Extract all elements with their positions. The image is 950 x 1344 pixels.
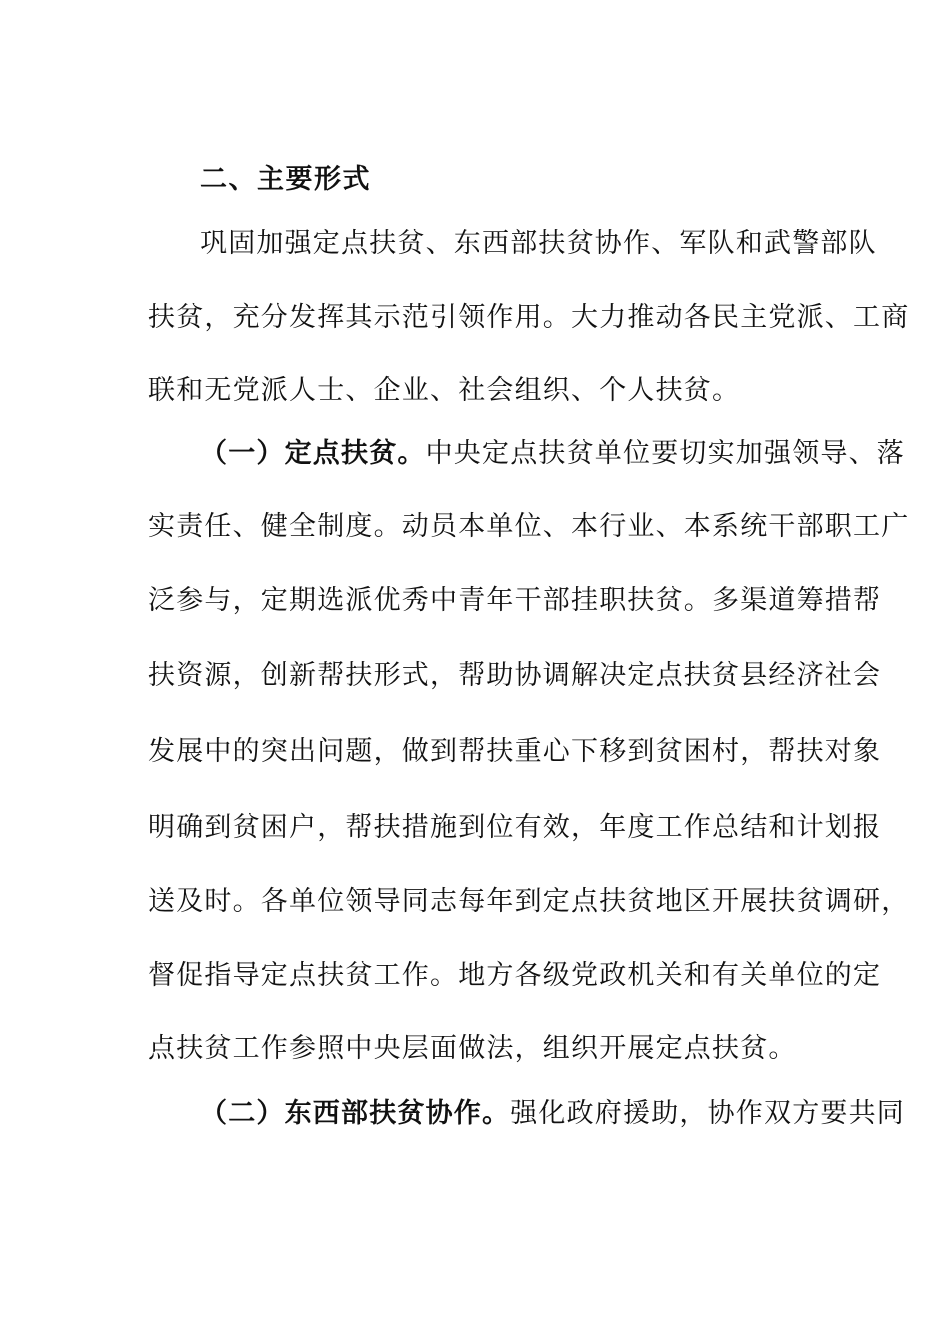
sub1-line: 督促指导定点扶贫工作。地方各级党政机关和有关单位的定 — [148, 960, 882, 991]
sub2-first-line-rest: 强化政府援助，协作双方要共同 — [510, 1098, 906, 1129]
sub1-line: 明确到贫困户，帮扶措施到位有效，年度工作总结和计划报 — [148, 812, 882, 843]
sub1-line: 点扶贫工作参照中央层面做法，组织开展定点扶贫。 — [148, 1033, 797, 1064]
intro-line-2: 扶贫，充分发挥其示范引领作用。大力推动各民主党派、工商 — [148, 302, 910, 333]
sub1-line: 实责任、健全制度。动员本单位、本行业、本系统干部职工广 — [148, 511, 910, 542]
sub2-first-line — [200, 1096, 906, 1132]
sub2-title: （二）东西部扶贫协作。 — [200, 1098, 511, 1129]
sub1-first-line — [200, 436, 906, 472]
sub1-first-line-rest: 中央定点扶贫单位要切实加强领导、落 — [425, 438, 906, 469]
intro-line-1: 巩固加强定点扶贫、东西部扶贫协作、军队和武警部队 — [200, 228, 877, 259]
sub1-line: 扶资源，创新帮扶形式，帮助协调解决定点扶贫县经济社会 — [148, 660, 882, 691]
intro-line-3: 联和无党派人士、企业、社会组织、个人扶贫。 — [148, 375, 741, 406]
section-heading: 二、主要形式 — [200, 164, 371, 195]
sub1-title: （一）定点扶贫。 — [200, 438, 426, 469]
sub1-line: 泛参与，定期选派优秀中青年干部挂职扶贫。多渠道筹措帮 — [148, 585, 882, 616]
sub1-line: 送及时。各单位领导同志每年到定点扶贫地区开展扶贫调研， — [148, 886, 910, 917]
sub1-line: 发展中的突出问题，做到帮扶重心下移到贫困村，帮扶对象 — [148, 736, 882, 767]
